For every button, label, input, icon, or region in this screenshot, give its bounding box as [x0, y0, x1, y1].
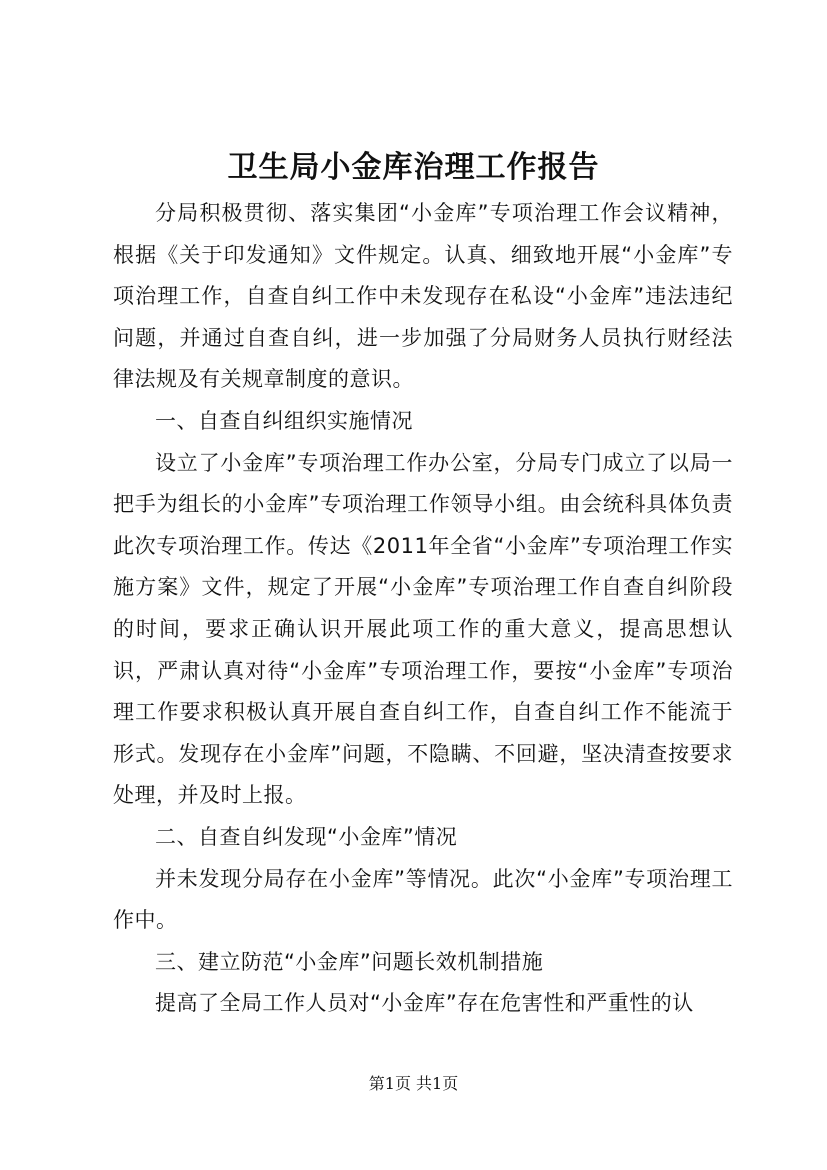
page-footer: 第1页 共1页 [368, 1074, 459, 1093]
document-title: 卫生局小金库治理工作报告 [227, 150, 600, 185]
section-heading-1: 一、自查自纠组织实施情况 [155, 408, 413, 433]
paragraph-intro: 分局积极贯彻、落实集团“小金库”专项治理工作会议精神，根据《关于印发通知》文件规定。认真、细致地开展“小金库”专项治理工作，自查自纠工作中未发现存在私设“小金库”违法违纪问题，并通过自查自纠，进一步加强了分局财务人员执行财经法律法规及有关规章制度的意识。 [113, 201, 733, 392]
section-heading-2: 二、自查自纠发现“小金库”情况 [155, 824, 458, 849]
section-heading-3: 三、建立防范“小金库”问题长效机制措施 [155, 949, 544, 974]
paragraph-section-2: 并未发现分局存在小金库”等情况。此次“小金库”专项治理工作中。 [113, 866, 733, 933]
paragraph-section-3: 提高了全局工作人员对“小金库”存在危害性和严重性的认 [155, 991, 694, 1016]
paragraph-section-1: 设立了小金库”专项治理工作办公室，分局专门成立了以局一把手为组长的小金库”专项治理工作领导小组。由会统科具体负责此次专项治理工作。传达《2011年全省“小金库”专项治理工作实施方案》文件，规定了开展“小金库”专项治理工作自查自纠阶段的时间，要求正确认识开展此项工作的重大意义，提高思想认识，严肃认真对待“小金库”专项治理工作，要按“小金库”专项治理工作要求积极认真开展自查自纠工作，自查自纠工作不能流于形式。发现存在小金库”问题，不隐瞒、不回避，坚决清查按要求处理，并及时上报。 [113, 450, 733, 808]
document-body [113, 193, 733, 1025]
